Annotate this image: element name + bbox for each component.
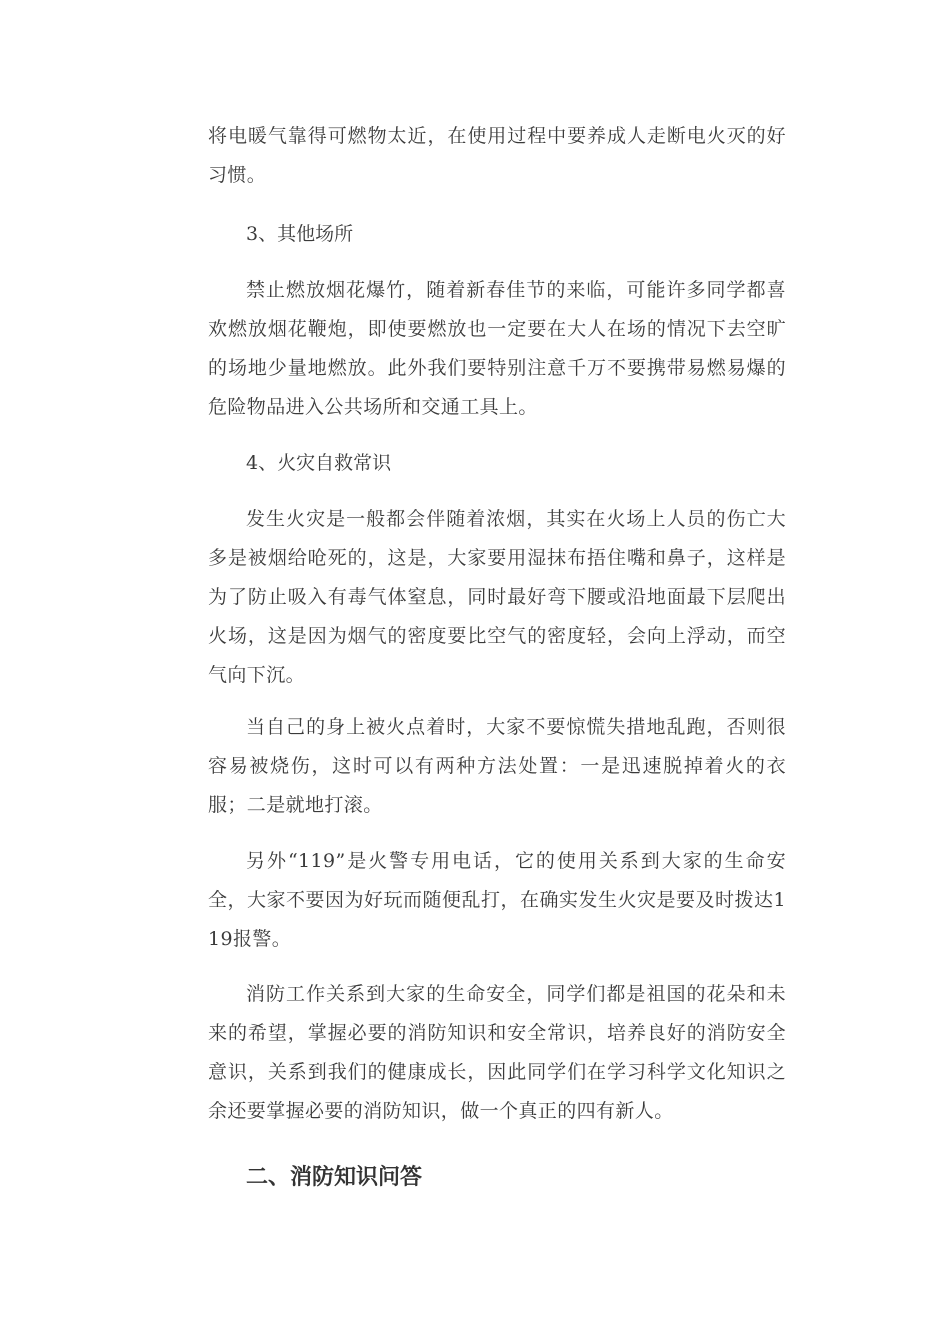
paragraph-heater-continued: 将电暖气靠得可燃物太近，在使用过程中要养成人走断电火灭的好习惯。 bbox=[208, 125, 786, 186]
paragraph-fireworks: 禁止燃放烟花爆竹，随着新春佳节的来临，可能许多同学都喜欢燃放烟花鞭炮，即使要燃放也一定要在大人在场的情况下去空旷的场地少量地燃放。此外我们要特别注意千万不要携带易燃易爆的危险物品进入公共场所和交通工具上。 bbox=[208, 279, 786, 418]
paragraph-smoke-escape: 发生火灾是一般都会伴随着浓烟，其实在火场上人员的伤亡大多是被烟给呛死的，这是，大家要用湿抹布捂住嘴和鼻子，这样是为了防止吸入有毒气体窒息，同时最好弯下腰或沿地面最下层爬出火场，这是因为烟气的密度要比空气的密度轻，会向上浮动，而空气向下沉。 bbox=[208, 508, 786, 686]
paragraph-emergency-119: 另外“119”是火警专用电话，它的使用关系到大家的生命安全，大家不要因为好玩而随便乱打，在确实发生火灾是要及时拨达119报警。 bbox=[208, 850, 786, 950]
paragraph-summary: 消防工作关系到大家的生命安全，同学们都是祖国的花朵和未来的希望，掌握必要的消防知识和安全常识，培养良好的消防安全意识，关系到我们的健康成长，因此同学们在学习科学文化知识之余还要掌握必要的消防知识，做一个真正的四有新人。 bbox=[208, 983, 786, 1122]
paragraph-clothes-on-fire: 当自己的身上被火点着时，大家不要惊慌失措地乱跑，否则很容易被烧伤，这时可以有两种方法处置：一是迅速脱掉着火的衣服；二是就地打滚。 bbox=[208, 716, 786, 816]
section-heading-fire-qa: 二、消防知识问答 bbox=[246, 1165, 423, 1190]
subheading-fire-self-rescue: 4、火灾自救常识 bbox=[246, 452, 392, 474]
subheading-other-places: 3、其他场所 bbox=[246, 223, 354, 245]
